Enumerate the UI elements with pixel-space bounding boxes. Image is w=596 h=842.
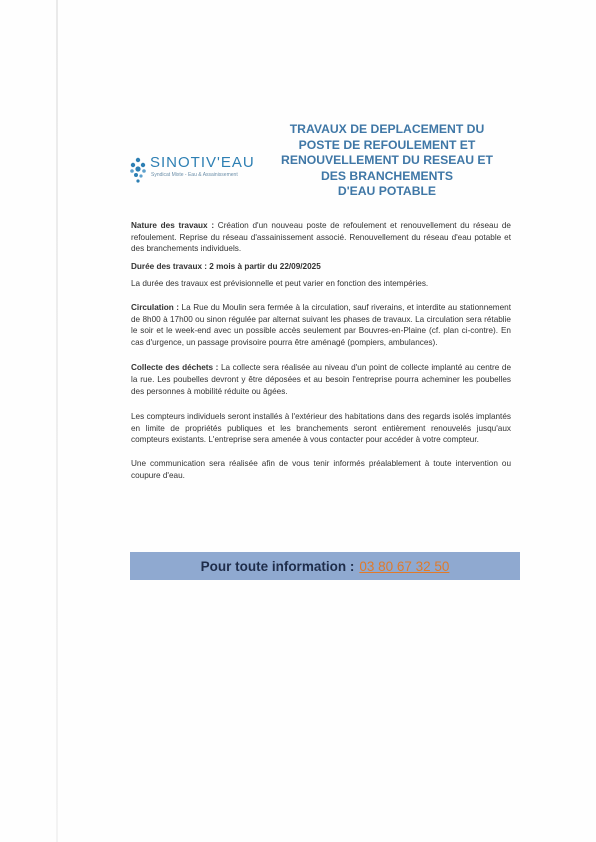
circulation-text: La Rue du Moulin sera fermée à la circulation, sauf riverains, et interdite au stationnement de 8h00 à 17h00 ou sinon régulée par alternat suivant les phases de travaux. La circulation sera rétablie le soir et le week-end avec un possible accès seulement par Bouvres-en-Plaine (cf. plan ci-contre). En cas d'urgence, un passage provisoire pourra être aménagé (pompiers, ambulances).	[131, 302, 511, 347]
info-banner	[130, 552, 520, 580]
scan-edge-shadow	[56, 0, 58, 842]
document-title	[262, 122, 512, 200]
title-line: POSTE DE REFOULEMENT ET	[298, 137, 476, 152]
nature-label: Nature des travaux :	[131, 221, 215, 230]
dechets-paragraph	[131, 362, 511, 397]
duree-label: Durée des travaux :	[131, 261, 207, 271]
circulation-paragraph	[131, 302, 511, 348]
communication-paragraph: Une communication sera réalisée afin de vous tenir informés préalablement à toute intervention ou coupure d'eau.	[131, 458, 511, 480]
dechets-label: Collecte des déchets :	[131, 363, 219, 373]
title-line: DES BRANCHEMENTS	[320, 168, 454, 183]
duree-value: 2 mois à partir du 22/09/2025	[207, 261, 321, 271]
phone-number-link[interactable]: 03 80 67 32 50	[359, 558, 450, 574]
logo-name: SINOTIV'EAU	[150, 154, 255, 171]
duree-paragraph	[131, 261, 511, 273]
compteurs-paragraph: Les compteurs individuels seront installés à l'extérieur des habitations dans des regards isolés implantés en limite de propriétés publiques et les branchements seront entièrement renouvelés jusqu'aux compteurs existants. L'entreprise sera amenée à vous contacter pour accéder à votre compteur.	[131, 412, 511, 445]
info-label: Pour toute information :	[200, 558, 355, 574]
duree-note: La durée des travaux est prévisionnelle et peut varier en fonction des intempéries.	[131, 279, 429, 289]
title-line: TRAVAUX DE DEPLACEMENT DU	[289, 122, 485, 136]
nature-paragraph	[131, 220, 511, 255]
dechets-text: La collecte sera réalisée au niveau d'un point de collecte implanté au centre de la rue. Les poubelles devront y être déposées et au besoin l'entreprise pourra acheminer les poubelles des personnes à mobilité réduite ou âgées.	[131, 363, 512, 396]
title-line: D'EAU POTABLE	[337, 184, 437, 198]
sinotiveau-logo	[128, 154, 268, 188]
circulation-label: Circulation :	[131, 302, 180, 312]
logo-subtitle: Syndicat Mixte - Eau & Assainissement	[151, 172, 238, 178]
nature-text: Création d'un nouveau poste de refoulement et renouvellement du réseau de refoulement. Reprise du réseau d'assainissement associé. Renouvellement du réseau d'eau potable et des branchements individuels.	[131, 221, 511, 254]
water-drops-icon	[128, 156, 148, 184]
title-line: RENOUVELLEMENT DU RESEAU ET	[281, 153, 493, 167]
document-body	[131, 220, 511, 481]
